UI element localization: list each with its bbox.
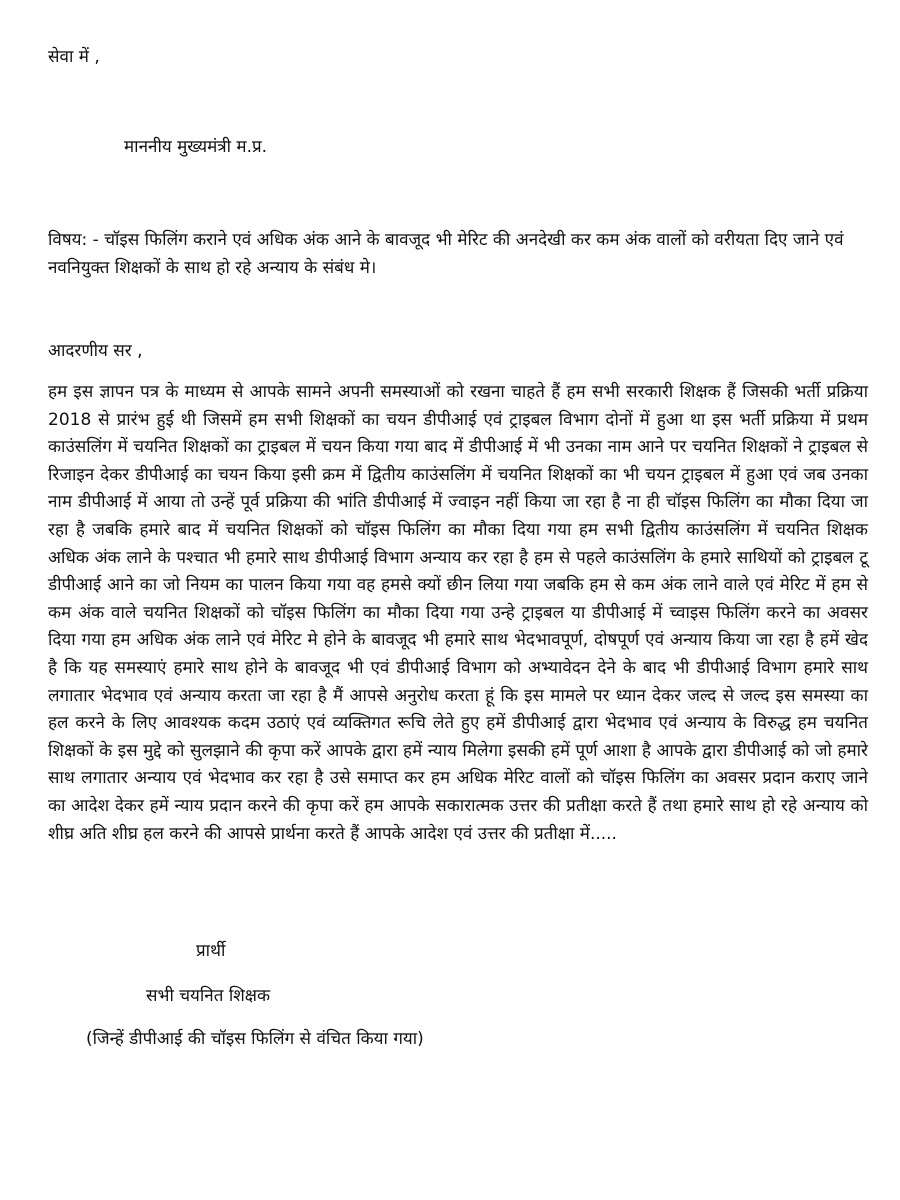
subject-line: विषय: - चॉइस फिलिंग कराने एवं अधिक अंक आने के बावजूद भी मेरिट की अनदेखी कर कम अंक वालों को वरीयता दिए जाने एवं नवनियुक्त शिक्षकों के साथ हो रहे अन्याय के संबंध मे।	[48, 230, 844, 278]
signature-name: सभी चयनित शिक्षक	[146, 986, 271, 1006]
salutation: सेवा में ,	[48, 47, 100, 67]
signature-note: (जिन्हें डीपीआई की चॉइस फिलिंग से वंचित किया गया)	[86, 1029, 424, 1049]
letter-body: हम इस ज्ञापन पत्र के माध्यम से आपके सामने अपनी समस्याओं को रखना चाहते हैं हम सभी सरकारी शिक्षक हैं जिसकी भर्ती प्रक्रिया 2018 से प्रारंभ हुई थी जिसमें हम सभी शिक्षकों का चयन डीपीआई एवं ट्राइबल विभाग दोनों में हुआ था इस भर्ती प्रक्रिया में प्रथम काउंसलिंग में चयनित शिक्षकों का ट्राइबल में चयन किया गया बाद में डीपीआई में भी उनका नाम आने पर चयनित शिक्षकों ने ट्राइबल से रिजाइन देकर डीपीआई का चयन किया इसी क्रम में द्वितीय काउंसलिंग में चयनित शिक्षकों का भी चयन ट्राइबल में हुआ एवं जब उनका नाम डीपीआई में आया तो उन्हें पूर्व प्रक्रिया की भांति डीपीआई में ज्वाइन नहीं किया जा रहा है ना ही चॉइस फिलिंग का मौका दिया जा रहा है जबकि हमारे बाद में चयनित शिक्षकों को चॉइस फिलिंग का मौका दिया गया हम सभी द्वितीय काउंसलिंग में चयनित शिक्षक अधिक अंक लाने के पश्चात भी हमारे साथ डीपीआई विभाग अन्याय कर रहा है हम से पहले काउंसलिंग के हमारे साथियों को ट्राइबल टू डीपीआई आने का जो नियम का पालन किया गया वह हमसे क्यों छीन लिया गया जबकि हम से कम अंक लाने वाले एवं मेरिट में हम से कम अंक वाले चयनित शिक्षकों को चॉइस फिलिंग का मौका दिया गया उन्हे ट्राइबल या डीपीआई में च्वाइस फिलिंग करने का अवसर दिया गया हम अधिक अंक लाने एवं मेरिट मे होने के बावजूद भी हमारे साथ भेदभावपूर्ण, दोषपूर्ण एवं अन्याय किया जा रहा है हमें खेद है कि यह समस्याएं हमारे साथ होने के बावजूद भी एवं डीपीआई विभाग को अभ्यावेदन देने के बाद भी डीपीआई विभाग हमारे साथ लगातार भेदभाव एवं अन्याय करता जा रहा है मैं आपसे अनुरोध करता हूं कि इस मामले पर ध्यान देकर जल्द से जल्द इस समस्या का हल करने के लिए आवश्यक कदम उठाएं एवं व्यक्तिगत रूचि लेते हुए हमें डीपीआई द्वारा भेदभाव एवं अन्याय के विरुद्ध हम चयनित शिक्षकों के इस मुद्दे को सुलझाने की कृपा करें आपके द्वारा हमें न्याय मिलेगा इसकी हमें पूर्ण आशा है आपके द्वारा डीपीआई को जो हमारे साथ लगातार अन्याय एवं भेदभाव कर रहा है उसे समाप्त कर हम अधिक मेरिट वालों को चॉइस फिलिंग का अवसर प्रदान कराए जाने का आदेश देकर हमें न्याय प्रदान करने की कृपा करें हम आपके सकारात्मक उत्तर की प्रतीक्षा करते हैं तथा हमारे साथ हो रहे अन्याय को शीघ्र अति शीघ्र हल करने की आपसे प्रार्थना करते हैं आपके आदेश एवं उत्तर की प्रतीक्षा में.....	[48, 382, 869, 844]
signature-applicant: प्रार्थी	[196, 941, 226, 961]
greeting: आदरणीय सर ,	[48, 341, 143, 361]
addressee: माननीय मुख्यमंत्री म.प्र.	[124, 137, 268, 157]
